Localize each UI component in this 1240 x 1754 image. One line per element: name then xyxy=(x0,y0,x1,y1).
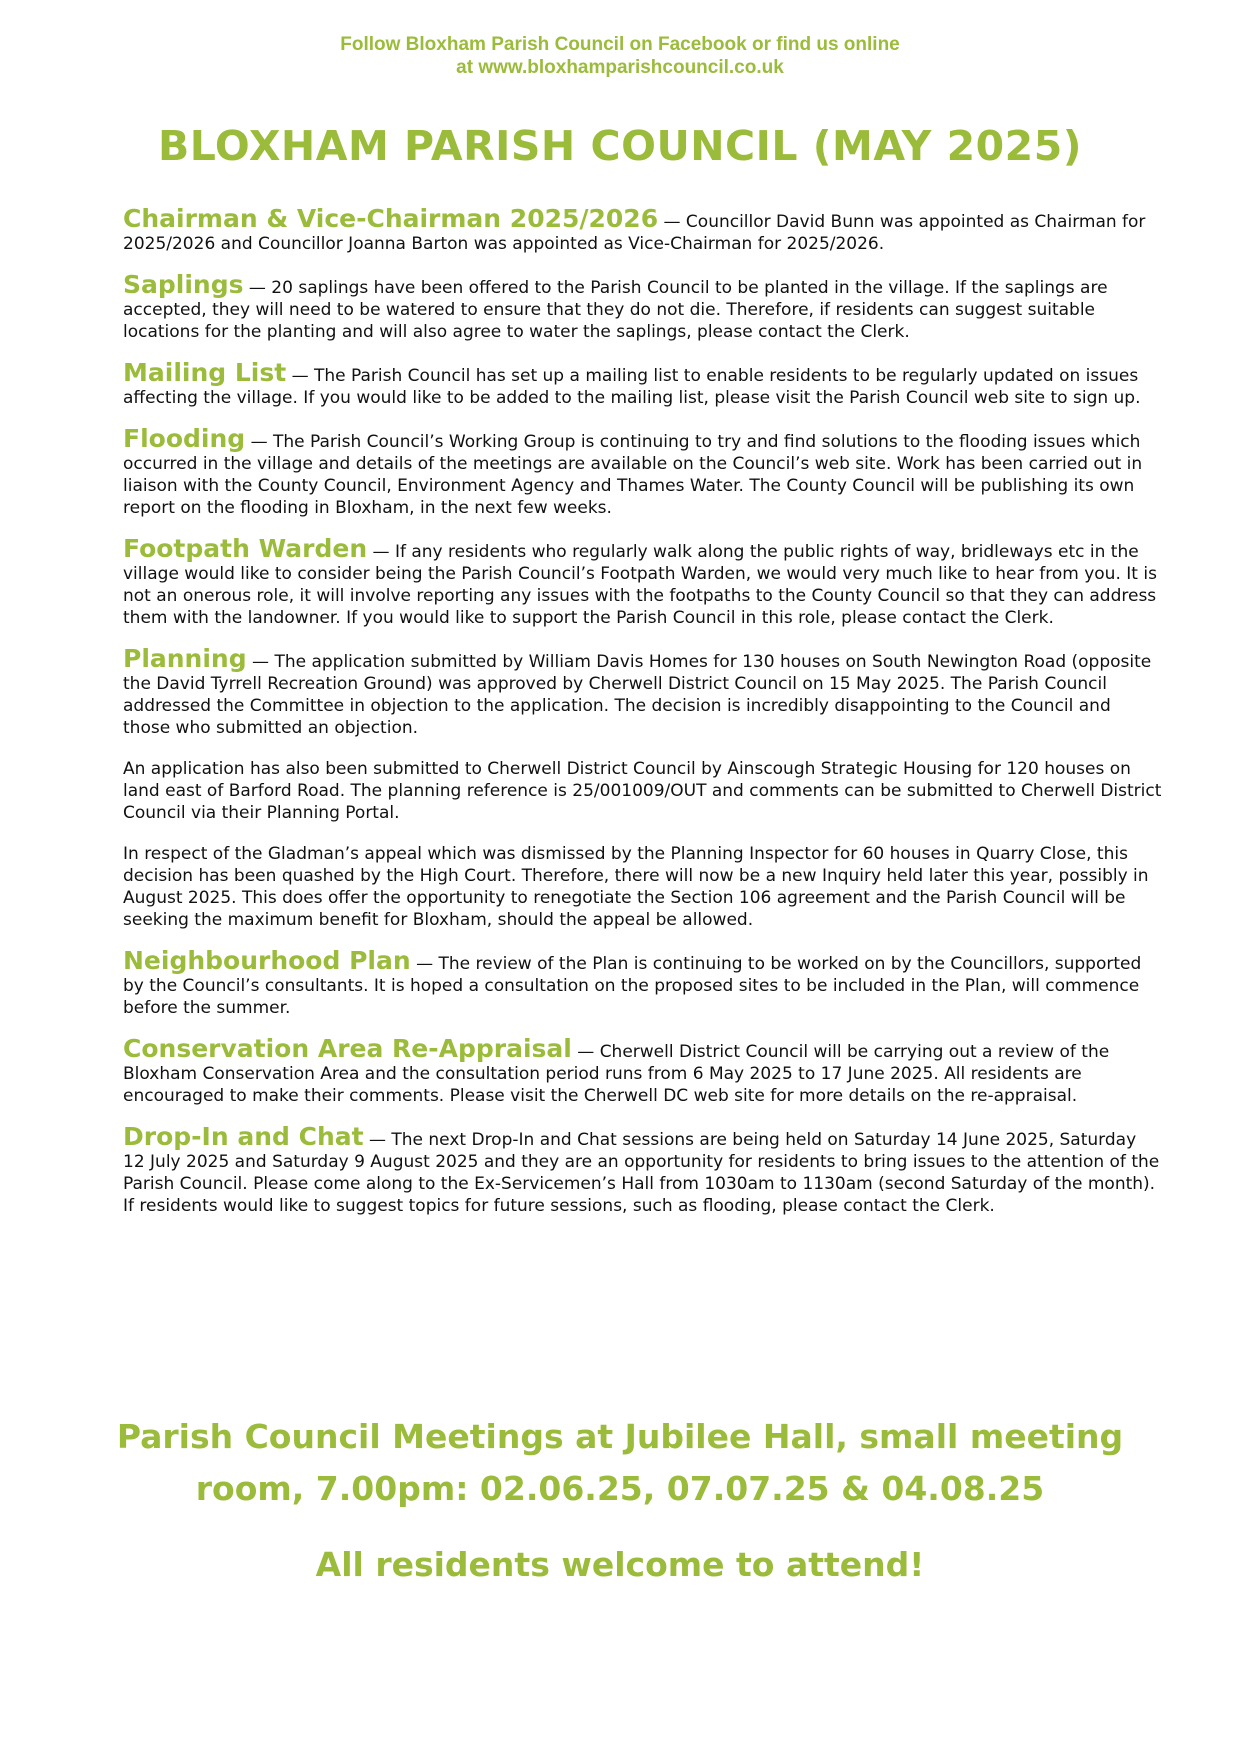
page-title: BLOXHAM PARISH COUNCIL (MAY 2025) xyxy=(158,122,1082,170)
section-heading: Footpath Warden xyxy=(123,534,368,563)
section-mailing-list xyxy=(123,358,1163,409)
section-heading: Drop-In and Chat xyxy=(123,1122,364,1151)
dash-separator: — xyxy=(250,432,268,452)
section-heading: Neighbourhood Plan xyxy=(123,946,411,975)
section-heading: Mailing List xyxy=(123,358,287,387)
section-planning xyxy=(123,644,1163,739)
section-text: Councillor David Bunn was appointed as Chairman for 2025/2026 and Councillor Joanna Barton was appointed as Vice-Chairman for 2025/2026. xyxy=(123,212,1146,254)
welcome-line: All residents welcome to attend! xyxy=(315,1545,925,1584)
dash-separator: — xyxy=(252,652,270,672)
section-heading: Conservation Area Re-Appraisal xyxy=(123,1034,572,1063)
section-text: 20 saplings have been offered to the Parish Council to be planted in the village. If the saplings are accepted, they will need to be watered to ensure that they do not die. Therefore, if residents can suggest suitable locations for the planting and will also agree to water the saplings, please contact the Clerk. xyxy=(123,278,1108,342)
section-chairman xyxy=(123,204,1163,255)
dash-separator: — xyxy=(416,954,434,974)
section-text: The Parish Council’s Working Group is continuing to try and find solutions to the flooding issues which occurred in the village and details of the meetings are available on the Council’s web site. Work has been carried out in liaison with the County Council, Environment Agency and Thames Water. The County Council will be publishing its own report on the flooding in Bloxham, in the next few weeks. xyxy=(123,432,1143,518)
section-text: If any residents who regularly walk along the public rights of way, bridleways etc in the village would like to consider being the Parish Council’s Footpath Warden, we would very much like to hear from you. It is not an onerous role, it will involve reporting any issues with the footpaths to the County Council so that they can address them with the landowner. If you would like to support the Parish Council in this role, please contact the Clerk. xyxy=(123,542,1157,628)
meetings-line-1: Parish Council Meetings at Jubilee Hall, small meeting xyxy=(116,1417,1124,1456)
section-neighbourhood-plan xyxy=(123,946,1163,1019)
section-text: The Parish Council has set up a mailing list to enable residents to be regularly updated on issues affecting the village. If you would like to be added to the mailing list, please visit the Parish Council web site to sign up. xyxy=(123,366,1141,408)
section-flooding xyxy=(123,424,1163,519)
section-heading: Flooding xyxy=(123,424,246,453)
follow-line-1: Follow Bloxham Parish Council on Facebook or find us online xyxy=(340,34,900,55)
section-heading: Saplings xyxy=(123,270,244,299)
dash-separator: — xyxy=(372,542,390,562)
dash-separator: — xyxy=(368,1130,386,1150)
dash-separator: — xyxy=(291,366,309,386)
section-text: The review of the Plan is continuing to be worked on by the Councillors, supported by the Council’s consultants. It is hoped a consultation on the proposed sites to be included in the Plan, will commence before the summer. xyxy=(123,954,1142,1018)
newsletter-body xyxy=(123,204,1163,1236)
section-drop-in-chat xyxy=(123,1122,1163,1217)
section-conservation-area xyxy=(123,1034,1163,1107)
meetings-line-2: room, 7.00pm: 02.06.25, 07.07.25 & 04.08.25 xyxy=(195,1469,1045,1508)
planning-paragraph-gladman: In respect of the Gladman’s appeal which was dismissed by the Planning Inspector for 60 houses in Quarry Close, this decision has been quashed by the High Court. Therefore, there will now be a new Inquiry held later this year, possibly in August 2025. This does offer the opportunity to renegotiate the Section 106 agreement and the Parish Council will be seeking the maximum benefit for Bloxham, should the appeal be allowed. xyxy=(123,844,1149,930)
section-saplings xyxy=(123,270,1163,343)
section-text: The next Drop-In and Chat sessions are being held on Saturday 14 June 2025, Saturday 12 July 2025 and Saturday 9 August 2025 and they are an opportunity for residents to bring issues to the attention of the Parish Council. Please come along to the Ex-Servicemen’s Hall from 1030am to 1130am (second Saturday of the month). If residents would like to suggest topics for future sessions, such as flooding, please contact the Clerk. xyxy=(123,1130,1160,1216)
follow-banner xyxy=(0,33,1240,79)
dash-separator: — xyxy=(663,212,681,232)
follow-line-2: at www.bloxhamparishcouncil.co.uk xyxy=(456,57,784,78)
section-text: Cherwell District Council will be carrying out a review of the Bloxham Conservation Area and the consultation period runs from 6 May 2025 to 17 June 2025. All residents are encouraged to make their comments. Please visit the Cherwell DC web site for more details on the re-appraisal. xyxy=(123,1042,1110,1106)
section-heading: Planning xyxy=(123,644,247,673)
section-footpath-warden xyxy=(123,534,1163,629)
dash-separator: — xyxy=(577,1042,595,1062)
planning-paragraph-ainscough: An application has also been submitted to Cherwell District Council by Ainscough Strategic Housing for 120 houses on land east of Barford Road. The planning reference is 25/001009/OUT and comments can be submitted to Cherwell District Council via their Planning Portal. xyxy=(123,759,1162,823)
section-text: The application submitted by William Davis Homes for 130 houses on South Newington Road (opposite the David Tyrrell Recreation Ground) was approved by Cherwell District Council on 15 May 2025. The Parish Council addressed the Committee in objection to the application. The decision is incredibly disappointing to the Council and those who submitted an objection. xyxy=(123,652,1152,738)
section-heading: Chairman & Vice-Chairman 2025/2026 xyxy=(123,204,659,233)
dash-separator: — xyxy=(248,278,266,298)
